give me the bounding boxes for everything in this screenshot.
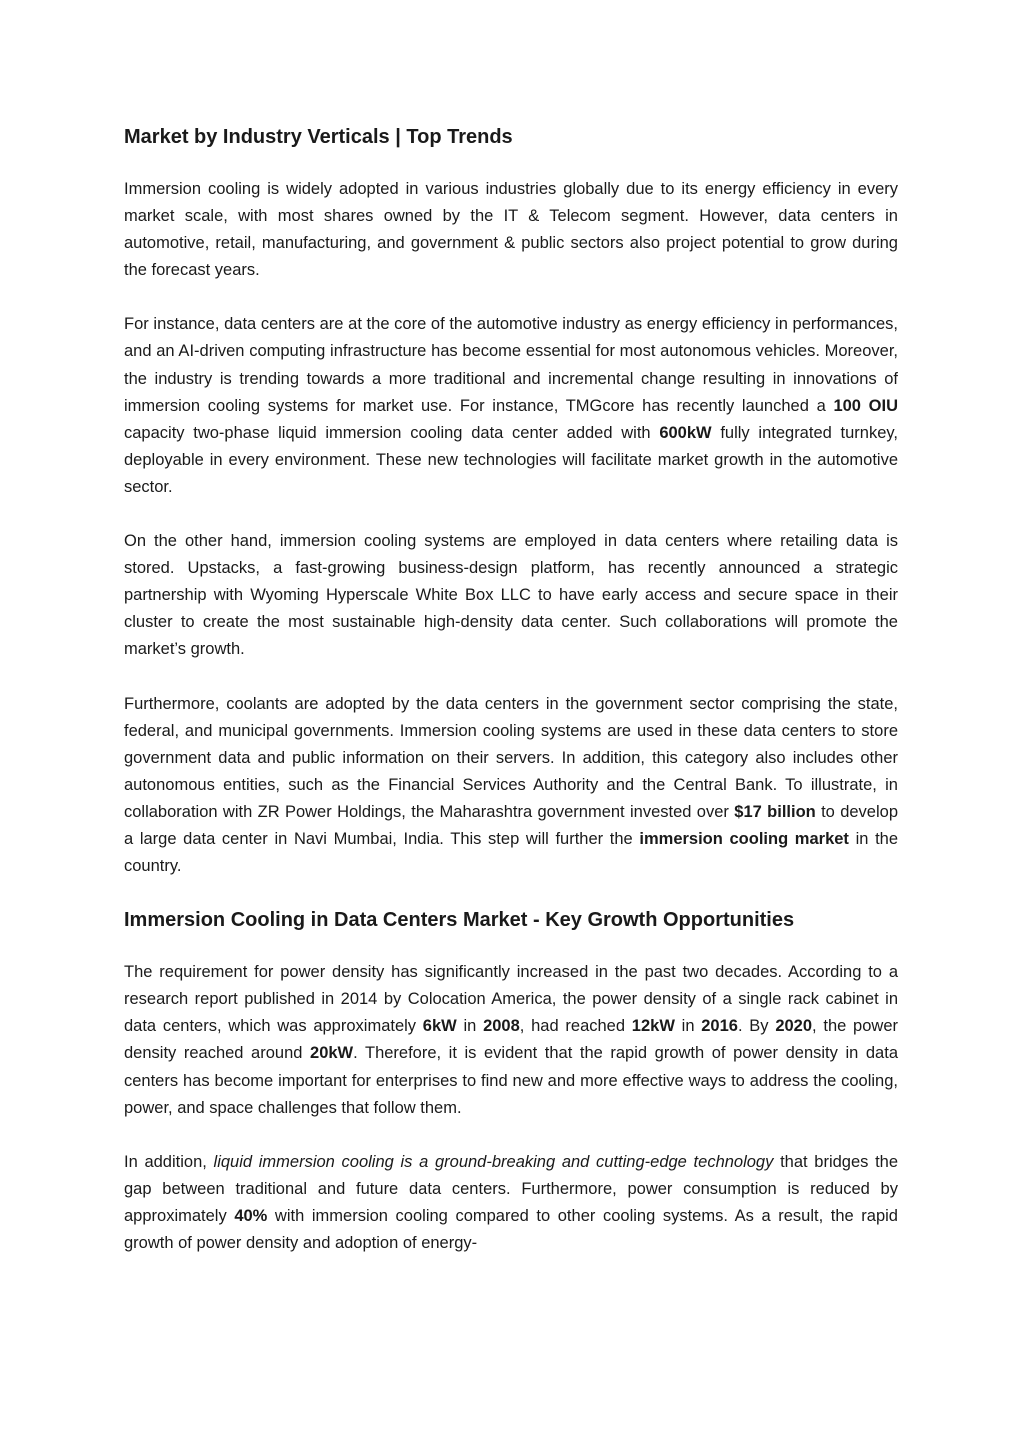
bold-figure: 2020 xyxy=(775,1017,813,1036)
section-heading-market-by-industry: Market by Industry Verticals | Top Trends xyxy=(124,126,513,148)
bold-figure: 6kW xyxy=(422,1017,457,1036)
paragraph-automotive xyxy=(124,311,898,501)
text-span: to develop a large data center in Navi Mumbai, India. This step will further the xyxy=(124,802,899,848)
paragraph-retail: On the other hand, immersion cooling systems are employed in data centers where retailing data is stored. Upstacks, a fast-growing business-design platform, has recently announced a strategic partnership with Wyoming Hyperscale White Box LLC to have early access and secure space in their cluster to create the most sustainable high-density data center. Such collaborations will promote the market’s growth. xyxy=(124,532,898,659)
bold-figure: 40% xyxy=(234,1206,268,1225)
document-page xyxy=(124,122,898,1284)
text-span: that bridges the gap between traditional and future data centers. Furthermore, power consumption is reduced by approximately xyxy=(124,1152,899,1225)
bold-figure: 100 OIU xyxy=(833,396,898,415)
bold-figure: 20kW xyxy=(310,1044,354,1063)
italic-phrase: liquid immersion cooling is a ground-breaking and cutting-edge technology xyxy=(213,1152,774,1171)
text-span: . By xyxy=(737,1017,776,1036)
paragraph-liquid-immersion xyxy=(124,1149,898,1257)
text-span: In addition, xyxy=(124,1152,214,1171)
text-span: fully integrated turnkey, deployable in every environment. These new technologies will facilitate market growth in the automotive sector. xyxy=(124,423,898,496)
text-span: in xyxy=(674,1017,702,1036)
text-span: The requirement for power density has significantly increased in the past two decades. According to a research report published in 2014 by Colocation America, the power density of a single rack cabinet in data centers, which was approximately xyxy=(124,963,898,1036)
text-span: Furthermore, coolants are adopted by the data centers in the government sector comprising the state, federal, and municipal governments. Immersion cooling systems are used in these data centers to store government data and public information on their servers. In addition, this category also includes other autonomous entities, such as the Financial Services Authority and the Central Bank. To illustrate, in collaboration with ZR Power Holdings, the Maharashtra government invested over xyxy=(124,694,898,821)
text-span: in the country. xyxy=(124,829,899,876)
section-heading-growth-opportunities: Immersion Cooling in Data Centers Market - Key Growth Opportunities xyxy=(124,909,795,932)
paragraph-power-density xyxy=(124,959,898,1122)
text-span: , had reached xyxy=(519,1017,632,1036)
paragraph-government xyxy=(124,691,898,881)
bold-term: immersion cooling market xyxy=(639,829,849,848)
text-span: with immersion cooling compared to other cooling systems. As a result, the rapid growth of power density and adoption of energy- xyxy=(124,1206,898,1252)
bold-figure: $17 billion xyxy=(734,802,816,821)
bold-figure: 12kW xyxy=(631,1017,675,1036)
bold-figure: 600kW xyxy=(659,423,712,442)
text-span: capacity two-phase liquid immersion cooling data center added with xyxy=(124,423,660,442)
paragraph-industry-overview: Immersion cooling is widely adopted in various industries globally due to its energy efficiency in every market scale, with most shares owned by the IT & Telecom segment. However, data centers in automotive, retail, manufacturing, and government & public sectors also project potential to grow during the forecast years. xyxy=(124,180,898,280)
bold-figure: 2016 xyxy=(701,1017,738,1036)
text-span: . Therefore, it is evident that the rapid growth of power density in data centers has become important for enterprises to find new and more effective ways to address the cooling, power, and space challenges that follow them. xyxy=(124,1044,898,1117)
text-span: For instance, data centers are at the core of the automotive industry as energy efficiency in performances, and an AI-driven computing infrastructure has become essential for most autonomous vehicles. Moreover, the industry is trending towards a more traditional and incremental change resulting in innovations of immersion cooling systems for market use. For instance, TMGcore has recently launched a xyxy=(124,315,898,415)
text-span: in xyxy=(456,1017,484,1036)
text-span: , the power density reached around xyxy=(124,1017,898,1063)
bold-figure: 2008 xyxy=(483,1017,520,1036)
